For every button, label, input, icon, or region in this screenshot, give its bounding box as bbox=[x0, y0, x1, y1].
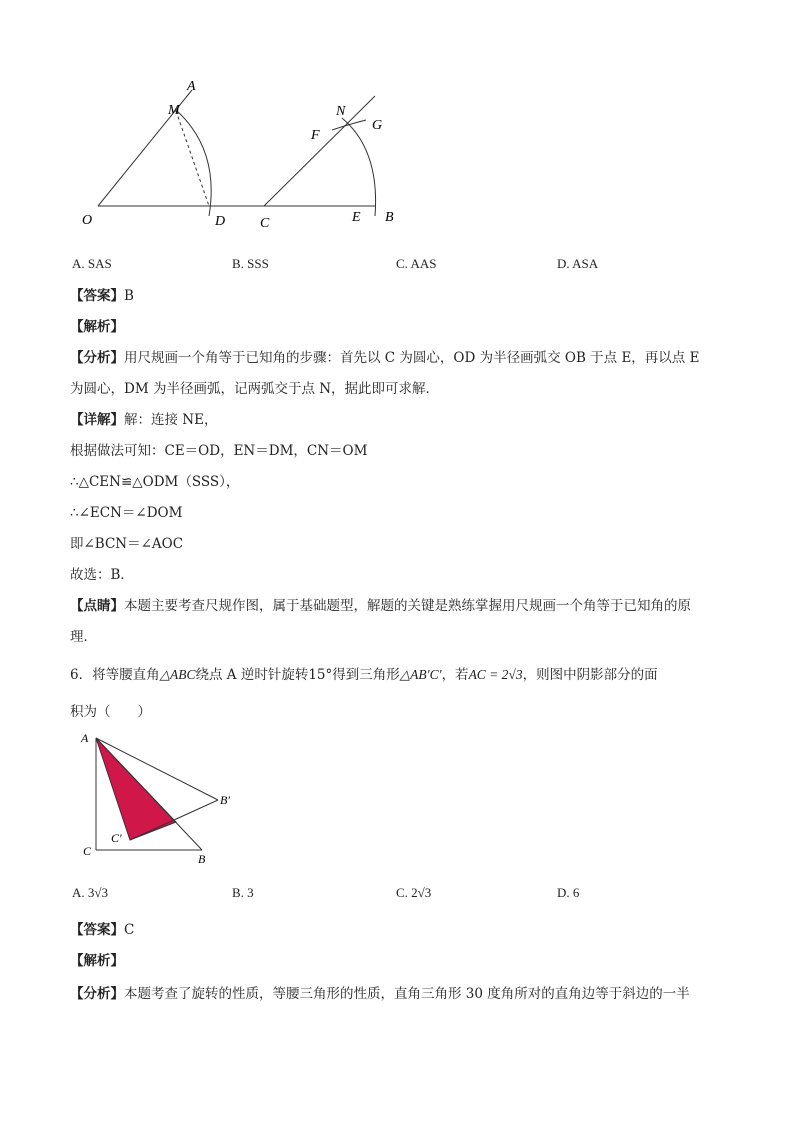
label-d: D bbox=[215, 214, 226, 229]
q5-detail-line4: ∴∠ECN＝∠DOM bbox=[70, 505, 183, 521]
q5-option-b[interactable]: B. SSS bbox=[232, 256, 269, 271]
arc-ne bbox=[342, 118, 376, 216]
q6-analysis-tag: 【解析】 bbox=[70, 953, 124, 969]
label-n: N bbox=[336, 104, 346, 119]
analysis-tag: 【解析】 bbox=[70, 319, 124, 335]
q6-stem-b: △ABC bbox=[159, 667, 196, 682]
q5-answer bbox=[70, 287, 134, 305]
construction-figure bbox=[70, 70, 410, 235]
comment-text-1: 本题主要考查尺规作图，属于基础题型，解题的关键是熟练掌握用尺规画一个角等于已知角的原 bbox=[124, 598, 691, 614]
label-a: A bbox=[187, 79, 196, 94]
detail-text-1: 解：连接 NE， bbox=[124, 412, 218, 428]
q6-answer-value: C bbox=[124, 922, 135, 938]
q6-stem-c: 绕点 A 逆时针旋转 bbox=[195, 667, 309, 683]
q5-detail-line1 bbox=[70, 411, 217, 429]
detail-tag: 【详解】 bbox=[70, 412, 124, 428]
label-g: G bbox=[372, 118, 383, 133]
q5-comment-line1 bbox=[70, 597, 691, 615]
q5-detail-line6: 故选：B． bbox=[70, 567, 134, 583]
ray-cn bbox=[264, 96, 375, 206]
q5-detail-line2: 根据做法可知：CE＝OD，EN＝DM，CN＝OM bbox=[70, 443, 368, 459]
q6-fenxi-line1 bbox=[70, 985, 690, 1003]
label-f: F bbox=[311, 128, 320, 143]
q5-option-c[interactable]: C. AAS bbox=[396, 256, 437, 271]
label-c2: C bbox=[83, 844, 92, 858]
rotation-figure bbox=[78, 726, 248, 866]
q6-option-b[interactable]: B. 3 bbox=[232, 885, 254, 900]
label-b: B bbox=[385, 210, 394, 225]
q5-option-d[interactable]: D. ASA bbox=[557, 256, 599, 271]
q6-option-d[interactable]: D. 6 bbox=[557, 885, 580, 900]
q6-stem-a: 6．将等腰直角 bbox=[70, 667, 160, 683]
q5-fenxi-line2: 为圆心，DM 为半径画弧，记两弧交于点 N，据此即可求解． bbox=[70, 381, 440, 397]
q6-stem-d: 15° bbox=[308, 667, 333, 683]
q6-fenxi-tag: 【分析】 bbox=[70, 986, 124, 1002]
q6-analysis-heading bbox=[70, 952, 124, 970]
q6-stem-line2: 积为（ ） bbox=[70, 704, 151, 720]
q5-comment-line2: 理． bbox=[70, 629, 97, 645]
q6-stem-h: AC = 2√3 bbox=[468, 667, 523, 682]
label-c: C bbox=[260, 216, 270, 231]
q5-analysis-heading bbox=[70, 318, 124, 336]
q6-stem-e: 得到三角形 bbox=[332, 667, 400, 683]
dashed-md bbox=[176, 111, 209, 206]
q6-stem-line1 bbox=[70, 666, 658, 684]
q5-detail-line3: ∴△CEN≌△ODM（SSS）， bbox=[70, 474, 240, 490]
label-b2: B bbox=[198, 852, 206, 866]
answer-value: B bbox=[124, 288, 134, 304]
label-c-prime: C′ bbox=[111, 831, 122, 845]
q6-answer bbox=[70, 921, 134, 939]
q6-stem-g: ，若 bbox=[441, 667, 469, 683]
label-o: O bbox=[82, 213, 93, 228]
q6-fenxi-text: 本题考查了旋转的性质，等腰三角形的性质，直角三角形 30 度角所对的直角边等于斜边的一半 bbox=[124, 986, 690, 1002]
label-m: M bbox=[168, 103, 180, 118]
q5-option-a[interactable]: A. SAS bbox=[72, 256, 112, 271]
q6-option-a[interactable]: A. 3√3 bbox=[72, 885, 109, 900]
label-e: E bbox=[352, 210, 361, 225]
comment-tag: 【点睛】 bbox=[70, 598, 124, 614]
q6-stem-f: △AB′C′ bbox=[399, 667, 442, 682]
q6-stem-i: ，则图中阴影部分的面 bbox=[522, 667, 658, 683]
label-b-prime: B′ bbox=[220, 793, 230, 807]
fenxi-tag: 【分析】 bbox=[70, 350, 124, 366]
label-a2: A bbox=[81, 731, 89, 745]
q5-detail-line5: 即∠BCN＝∠AOC bbox=[70, 536, 184, 552]
q6-answer-tag: 【答案】 bbox=[70, 922, 124, 938]
q6-option-c[interactable]: C. 2√3 bbox=[396, 885, 432, 900]
fenxi-text-1: 用尺规画一个角等于已知角的步骤：首先以 C 为圆心，OD 为半径画弧交 OB 于点 E，再以点 E bbox=[124, 350, 700, 366]
answer-tag: 【答案】 bbox=[70, 288, 124, 304]
q5-fenxi-line1 bbox=[70, 349, 699, 367]
